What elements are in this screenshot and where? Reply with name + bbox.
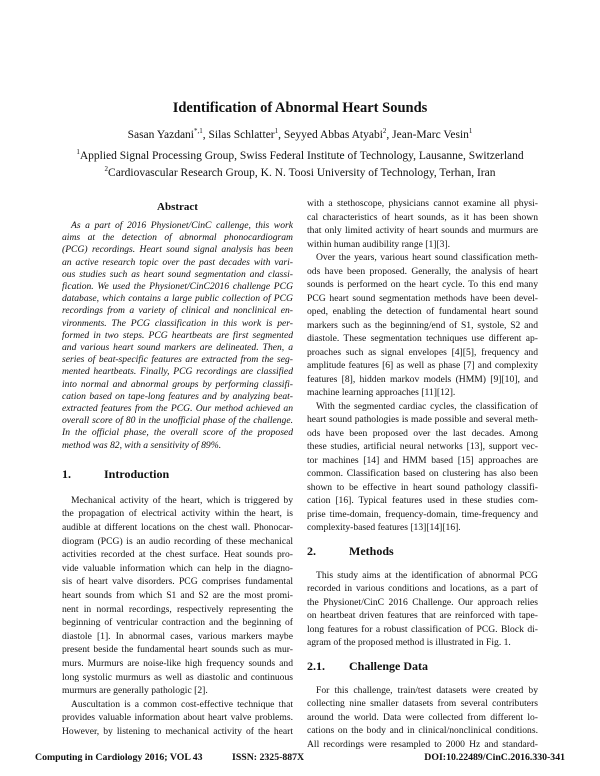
affiliation [0,165,600,179]
text-line: proaches such as signal envelopes [4][5], frequency and [307,346,538,358]
text-line: that only limited activity of heart sounds and murmurs are [307,225,538,236]
text-line: fication. We used the Physionet/CinC2016 challenge PCG [62,281,293,293]
abstract-heading: Abstract [157,201,198,213]
text-line: murmurs are generally pathologic [2]. [62,685,208,697]
text-line: an active research topic over the past decades with vari- [62,256,293,268]
section-title: Challenge Data [349,659,428,673]
text-line: machine learning approaches [11][12]. [307,387,456,398]
text-line: database, which contains a large public collection of PCG [62,293,293,305]
text-line: formed in two steps. PCG heartbeats are first segmented [62,329,293,341]
footer-issn: ISSN: 2325-887X [232,752,305,763]
text-line: present beside the fundamental heart sounds such as mur- [62,644,293,656]
text-line: within human audibility range [1][3]. [307,238,451,250]
text-line: This study aims at the identification of abnormal PCG [316,569,538,581]
section-title: Introduction [104,467,170,482]
text-line: recorded in various conditions and locations, as a part of [307,583,538,594]
footer-journal: Computing in Cardiology 2016; VOL 43 [35,752,203,763]
text-line: on heartbeat driven features that are reinforced with tape- [307,610,538,621]
right-column [307,197,538,751]
text-line: cation [16]. Typical features used in these studies com- [307,495,538,506]
text-line: (PCG) recordings. Heart sound signal analysis has been [62,244,293,256]
text-line: sounds is performed on the heart cycle. To this end many [307,279,538,290]
text-line: ods have been proposed over the last decades. Among [307,427,538,439]
section-number: 2. [307,544,316,558]
text-line: aims at the detection of abnormal phonocardiogram [62,232,293,244]
text-line: However, by listening to mechanical activity of the heart [62,725,293,737]
text-line: overall score of 80 in the unofficial phase of the challenge. [62,415,293,427]
text-line: provides valuable information about heart valve problems. [62,712,293,724]
text-line: audible at different locations on the chest wall. Phonocar- [62,522,293,534]
text-line: long features for a robust classification of PCG. Block di- [307,623,538,635]
text-line: with a stethoscope, physicians cannot examine all physi- [307,198,538,209]
text-line: beginning of ventricular contraction and the beginning of [62,617,293,629]
introduction-paragraph [62,698,293,739]
text-line: Auscultation is a common cost-effective technique that [71,698,293,710]
text-line: series of beat-specific features are extracted from the seg- [62,354,293,366]
text-line: diastole [1]. In abnormal cases, various markers maybe [62,630,293,642]
text-line: shown to be effective in heart sound pathology classifi- [307,481,538,493]
abstract-body [62,220,293,452]
text-line: mented heartbeats. Finally, PCG recordings are classified [62,366,293,378]
section-number: 2.1. [307,659,325,673]
text-line: nent in normal recordings, respectively representing the [62,603,293,615]
author-affiliation-mark: 2 [382,127,387,135]
text-line: heart sounds from which S1 and S2 are the most promi- [62,590,293,602]
text-line: method was 82, with a sensitivity of 89%. [62,439,222,451]
text-line: All recordings were resampled to 2000 Hz and standard- [307,738,538,750]
text-line: long systolic murmurs as well as diastolic and continuous [62,671,293,683]
challenge-data-paragraph [307,684,538,752]
text-line: vironments. The PCG classification in this work is per- [62,317,293,329]
text-line: amplitude features [6] as well as phase [7] and complexity [307,360,538,371]
introduction-paragraph [307,251,538,400]
text-line: murs. Murmurs are noise-like high frequency sounds and [62,657,293,669]
text-line: cations on the body and in clinical/nonclinical conditions. [307,725,538,736]
affiliation [0,148,600,162]
text-line: For this challenge, train/test datasets were created by [316,684,538,696]
text-line: around the world. Data were collected from different lo- [307,711,538,723]
text-line: into normal and abnormal groups by performing classifi- [62,378,293,390]
text-line: collecting nine smaller datasets from several contributers [307,698,538,709]
text-line: PCG heart sound segmentation methods have been devel- [307,292,538,304]
text-line: sis of heart valve disorders. PCG comprises fundamental [62,576,293,588]
introduction-paragraph-continued [307,197,538,251]
text-line: the propagation of electrical activity within the heart, is [62,508,293,520]
section-title: Methods [349,544,394,558]
text-line: complexity-based features [13][14][16]. [307,522,461,533]
text-line: With the segmented cardiac cycles, the classification of [316,400,538,412]
text-line: cation based on tape-long features and by analyzing beat- [62,390,293,402]
text-line: tor machines [14] and HMM based [15] approaches are [307,454,538,466]
text-line: As a part of 2016 Physionet/CinC callenge, this work [71,220,293,231]
text-line: diogram (PCG) is an audio recording of these mechanical [62,535,293,547]
text-line: and various heart sound markers are delineated. Then, a [62,342,293,354]
author-name: Jean-Marc Vesin [392,128,469,141]
author-affiliation-mark: 1 [468,127,473,135]
author-affiliation-mark: *,1 [194,127,203,135]
text-line: extracted features from the PCG. Our method achieved an [62,403,293,415]
author-affiliation-mark: 1 [274,127,279,135]
section-number: 1. [62,467,71,482]
section-heading-methods [307,535,538,569]
introduction-paragraph [307,400,538,535]
left-column [62,200,293,739]
section-heading-challenge-data [307,650,538,684]
text-line: ods have been proposed. Generally, the analysis of heart [307,265,538,277]
text-line: the Physionet/CinC 2016 Challenge. Our approach relies [307,596,538,608]
text-line: vide valuable information which can help in the diagno- [62,562,293,574]
author-list: Sasan Yazdani$^{*,1}$, Silas Schlatter$^1$, Seyyed Abbas Atyabi$^2$, Jean-Marc Vesin$^1$ [127,127,473,141]
text-line: agram of the proposed method is illustrated in Fig. 1. [307,637,511,648]
section-heading-introduction [62,452,293,494]
text-line: In the official phase, the overall score of the proposed [62,427,293,439]
affiliation-text: Applied Signal Processing Group, Swiss Federal Institute of Technology, Lausanne, Switzerland [79,149,524,162]
text-line: heart sound pathologies is made possible and several meth- [307,414,538,425]
text-line: Over the years, various heart sound classification meth- [316,252,538,263]
author-name: Seyyed Abbas Atyabi [283,128,383,141]
footer-doi: DOI:10.22489/CinC.2016.330-341 [424,752,565,763]
methods-paragraph [307,569,538,650]
affiliation-mark: 2 [104,165,109,173]
author-name: Silas Schlatter [208,128,275,141]
affiliation-text: Cardiovascular Research Group, K. N. Toosi University of Technology, Terhan, Iran [108,166,496,179]
text-line: oped, enabling the detection of fundamental heart sound [307,306,538,317]
text-line: these studies, artificial neural networks [13], support vec- [307,441,538,452]
introduction-paragraph [62,494,293,698]
text-line: activities recorded at the chest surface. Heat sounds pro- [62,549,293,561]
text-line: common. Classification based on clustering has also been [307,468,538,479]
text-line: recordings from a variety of clinical and nonclinical en- [62,305,293,317]
text-line: Mechanical activity of the heart, which is triggered by [71,494,293,506]
text-line: features [8], hidden markov models (HMM) [9][10], and [307,373,538,385]
text-line: prise time-domain, frequency-domain, time-frequency and [307,508,538,520]
paper-title: Identification of Abnormal Heart Sounds [172,100,428,116]
text-line: ous studies such as heart sound segmentation and classi- [62,268,293,280]
text-line: markers such as the beginning/end of S1, systole, S2 and [307,319,538,331]
affiliation-mark: 1 [76,148,80,156]
author-name: Sasan Yazdani [127,128,195,141]
text-line: cal characteristics of heart sounds, as it has been shown [307,211,538,223]
text-line: diastole. These segmentation techniques use different ap- [307,333,538,344]
